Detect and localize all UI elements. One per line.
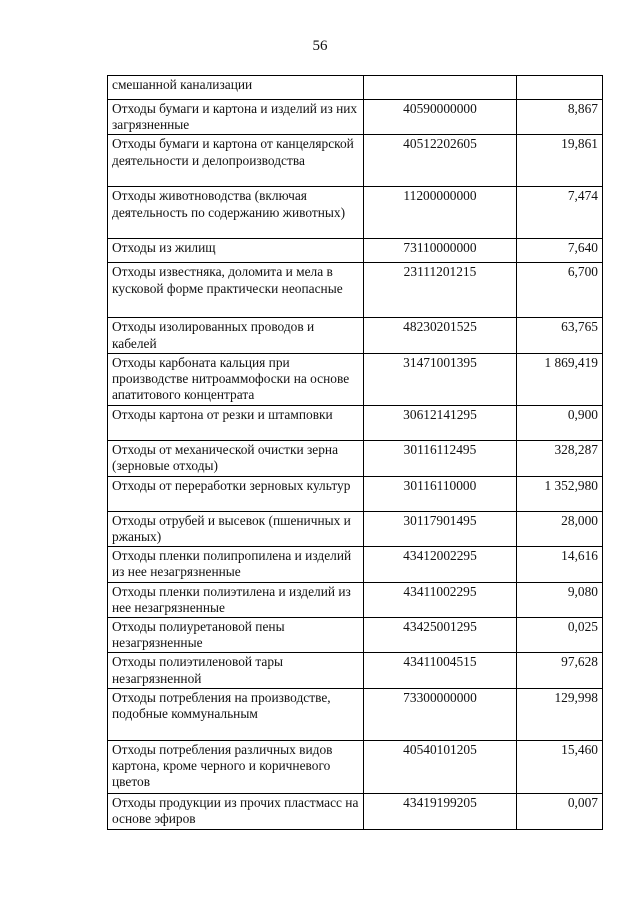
waste-value-cell: 8,867 <box>517 100 603 135</box>
waste-value-cell: 129,998 <box>517 688 603 740</box>
waste-value-cell: 19,861 <box>517 135 603 187</box>
waste-name-cell: Отходы животноводства (включая деятельность по содержанию животных) <box>108 187 364 239</box>
waste-code-cell: 23111201215 <box>364 263 517 318</box>
waste-code-cell: 40540101205 <box>364 740 517 793</box>
waste-value-cell: 328,287 <box>517 440 603 476</box>
waste-name-cell: Отходы от переработки зерновых культур <box>108 476 364 511</box>
table-row <box>108 547 603 582</box>
waste-table <box>107 75 603 830</box>
waste-value-cell <box>517 76 603 100</box>
waste-value-cell: 1 869,419 <box>517 353 603 405</box>
waste-value-cell: 14,616 <box>517 547 603 582</box>
waste-name-cell: Отходы от механической очистки зерна (зерновые отходы) <box>108 440 364 476</box>
table-row <box>108 405 603 440</box>
waste-value-cell: 7,640 <box>517 239 603 263</box>
waste-name-cell: Отходы полиуретановой пены незагрязненные <box>108 618 364 653</box>
table-row <box>108 476 603 511</box>
waste-code-cell: 43419199205 <box>364 793 517 829</box>
waste-name-cell: смешанной канализации <box>108 76 364 100</box>
waste-name-cell: Отходы потребления различных видов картона, кроме черного и коричневого цветов <box>108 740 364 793</box>
waste-code-cell: 40512202605 <box>364 135 517 187</box>
table-row <box>108 76 603 100</box>
waste-code-cell: 43411002295 <box>364 582 517 617</box>
waste-code-cell: 40590000000 <box>364 100 517 135</box>
waste-name-cell: Отходы отрубей и высевок (пшеничных и ржаных) <box>108 511 364 546</box>
waste-table-body <box>108 76 603 830</box>
waste-name-cell: Отходы из жилищ <box>108 239 364 263</box>
table-row <box>108 618 603 653</box>
waste-value-cell: 7,474 <box>517 187 603 239</box>
waste-code-cell <box>364 76 517 100</box>
waste-code-cell: 73110000000 <box>364 239 517 263</box>
waste-value-cell: 6,700 <box>517 263 603 318</box>
waste-code-cell: 43411004515 <box>364 653 517 688</box>
waste-code-cell: 30116110000 <box>364 476 517 511</box>
waste-code-cell: 11200000000 <box>364 187 517 239</box>
waste-value-cell: 0,025 <box>517 618 603 653</box>
waste-value-cell: 1 352,980 <box>517 476 603 511</box>
waste-name-cell: Отходы продукции из прочих пластмасс на основе эфиров <box>108 793 364 829</box>
waste-code-cell: 73300000000 <box>364 688 517 740</box>
table-row <box>108 740 603 793</box>
table-row <box>108 239 603 263</box>
table-row <box>108 793 603 829</box>
waste-code-cell: 31471001395 <box>364 353 517 405</box>
table-row <box>108 440 603 476</box>
waste-code-cell: 48230201525 <box>364 318 517 353</box>
waste-value-cell: 0,900 <box>517 405 603 440</box>
waste-name-cell: Отходы картона от резки и штамповки <box>108 405 364 440</box>
table-row <box>108 582 603 617</box>
table-row <box>108 135 603 187</box>
table-row <box>108 688 603 740</box>
waste-name-cell: Отходы пленки полипропилена и изделий из нее незагрязненные <box>108 547 364 582</box>
table-row <box>108 653 603 688</box>
table-row <box>108 511 603 546</box>
waste-code-cell: 43412002295 <box>364 547 517 582</box>
waste-name-cell: Отходы бумаги и картона от канцелярской деятельности и делопроизводства <box>108 135 364 187</box>
waste-value-cell: 97,628 <box>517 653 603 688</box>
waste-name-cell: Отходы потребления на производстве, подобные коммунальным <box>108 688 364 740</box>
waste-value-cell: 63,765 <box>517 318 603 353</box>
waste-value-cell: 0,007 <box>517 793 603 829</box>
table-row <box>108 100 603 135</box>
waste-name-cell: Отходы изолированных проводов и кабелей <box>108 318 364 353</box>
waste-value-cell: 9,080 <box>517 582 603 617</box>
waste-code-cell: 30117901495 <box>364 511 517 546</box>
table-row <box>108 187 603 239</box>
table-row <box>108 318 603 353</box>
waste-code-cell: 43425001295 <box>364 618 517 653</box>
waste-code-cell: 30612141295 <box>364 405 517 440</box>
page-number: 56 <box>312 38 328 54</box>
waste-name-cell: Отходы полиэтиленовой тары незагрязненной <box>108 653 364 688</box>
waste-name-cell: Отходы известняка, доломита и мела в кусковой форме практически неопасные <box>108 263 364 318</box>
table-row <box>108 353 603 405</box>
waste-name-cell: Отходы карбоната кальция при производстве нитроаммофоски на основе апатитового концентрата <box>108 353 364 405</box>
waste-name-cell: Отходы пленки полиэтилена и изделий из нее незагрязненные <box>108 582 364 617</box>
waste-value-cell: 15,460 <box>517 740 603 793</box>
waste-code-cell: 30116112495 <box>364 440 517 476</box>
waste-value-cell: 28,000 <box>517 511 603 546</box>
table-row <box>108 263 603 318</box>
waste-name-cell: Отходы бумаги и картона и изделий из них загрязненные <box>108 100 364 135</box>
